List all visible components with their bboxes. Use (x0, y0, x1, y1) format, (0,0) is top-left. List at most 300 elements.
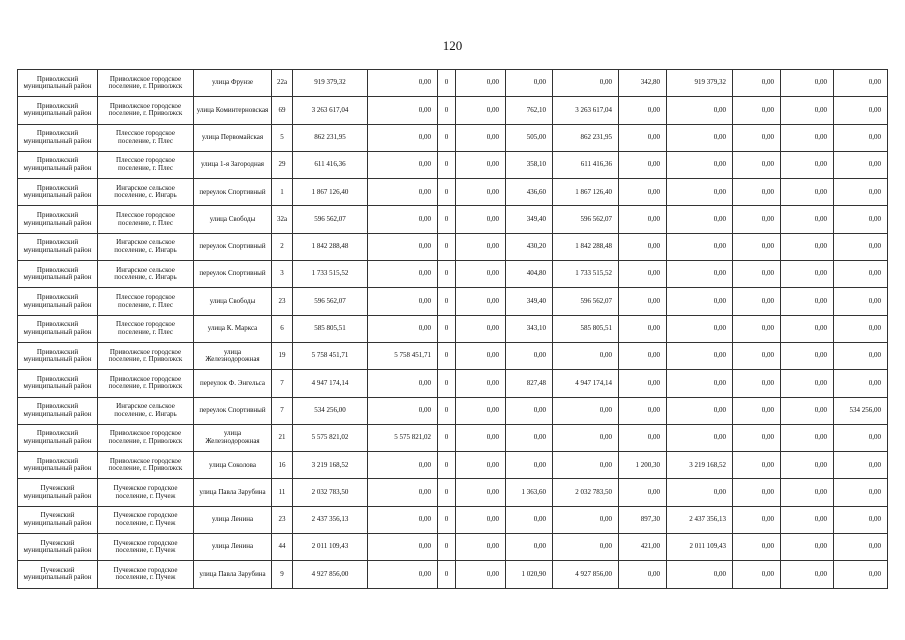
cell-cost-col-10: 0,00 (781, 424, 834, 451)
cell-cost-col-8: 0,00 (667, 370, 733, 397)
cell-settlement: Ингарское сельское поселение, с. Ингарь (98, 397, 194, 424)
cell-settlement: Ингарское сельское поселение, с. Ингарь (98, 261, 194, 288)
cell-cost-col-2: 0,00 (368, 233, 438, 260)
cell-cost-col-10: 0,00 (781, 97, 834, 124)
cell-settlement: Приволжское городское поселение, г. Приволжск (98, 342, 194, 369)
cell-cost-col-2: 0,00 (368, 506, 438, 533)
cell-total-cost: 919 379,32 (293, 70, 368, 97)
cell-cost-col-8: 0,00 (667, 151, 733, 178)
cell-cost-col-9: 0,00 (733, 288, 781, 315)
cell-cost-col-11: 0,00 (834, 124, 888, 151)
cell-cost-col-10: 0,00 (781, 233, 834, 260)
cell-cost-col-2: 0,00 (368, 397, 438, 424)
cell-cost-col-10: 0,00 (781, 534, 834, 561)
cell-cost-col-2: 5 575 821,02 (368, 424, 438, 451)
cell-cost-col-6: 0,00 (553, 342, 619, 369)
cell-area-col-2: 0,00 (619, 424, 667, 451)
cell-cost-col-10: 0,00 (781, 397, 834, 424)
cell-house: 7 (272, 397, 293, 424)
cell-street: улица Железнодорожная (194, 342, 272, 369)
cell-cost-col-2: 0,00 (368, 70, 438, 97)
cell-cost-col-2: 0,00 (368, 534, 438, 561)
cell-area-col-2: 0,00 (619, 315, 667, 342)
cell-settlement: Плесское городское поселение, г. Плес (98, 206, 194, 233)
cell-total-cost: 2 437 356,13 (293, 506, 368, 533)
cell-cost-col-9: 0,00 (733, 97, 781, 124)
cell-cost-col-10: 0,00 (781, 288, 834, 315)
cell-total-cost: 4 947 174,14 (293, 370, 368, 397)
cell-area-col-2: 897,30 (619, 506, 667, 533)
cell-cost-col-9: 0,00 (733, 534, 781, 561)
cell-district: Приволжский муниципальный район (18, 397, 98, 424)
cell-cost-col-4: 0,00 (456, 452, 506, 479)
cell-street: переулок Спортивный (194, 233, 272, 260)
cell-house: 23 (272, 506, 293, 533)
cell-street: переулок Спортивный (194, 397, 272, 424)
cell-count-col: 0 (438, 124, 456, 151)
cell-area-col-1: 0,00 (506, 424, 553, 451)
cell-settlement: Приволжское городское поселение, г. Приволжск (98, 424, 194, 451)
cell-cost-col-8: 0,00 (667, 288, 733, 315)
table-row (18, 534, 888, 561)
cell-cost-col-4: 0,00 (456, 370, 506, 397)
cell-district: Приволжский муниципальный район (18, 370, 98, 397)
table-row (18, 452, 888, 479)
cell-district: Приволжский муниципальный район (18, 97, 98, 124)
cell-total-cost: 596 562,07 (293, 288, 368, 315)
cell-house: 3 (272, 261, 293, 288)
cell-street: улица Коминтерновская (194, 97, 272, 124)
cell-cost-col-6: 0,00 (553, 452, 619, 479)
cell-cost-col-8: 0,00 (667, 479, 733, 506)
cell-cost-col-4: 0,00 (456, 179, 506, 206)
table-body (18, 70, 888, 589)
cell-count-col: 0 (438, 97, 456, 124)
cell-cost-col-10: 0,00 (781, 179, 834, 206)
cell-area-col-2: 0,00 (619, 97, 667, 124)
table-row (18, 424, 888, 451)
cell-district: Приволжский муниципальный район (18, 179, 98, 206)
cell-cost-col-8: 0,00 (667, 124, 733, 151)
table-row (18, 288, 888, 315)
cell-house: 32а (272, 206, 293, 233)
cell-cost-col-8: 0,00 (667, 561, 733, 588)
cell-cost-col-11: 0,00 (834, 342, 888, 369)
cell-settlement: Приволжское городское поселение, г. Приволжск (98, 97, 194, 124)
cell-total-cost: 2 011 109,43 (293, 534, 368, 561)
table-row (18, 179, 888, 206)
table-row (18, 206, 888, 233)
cell-count-col: 0 (438, 342, 456, 369)
cell-area-col-1: 1 363,60 (506, 479, 553, 506)
cell-area-col-2: 0,00 (619, 261, 667, 288)
cell-cost-col-9: 0,00 (733, 370, 781, 397)
cell-area-col-2: 421,00 (619, 534, 667, 561)
cell-cost-col-6: 1 733 515,52 (553, 261, 619, 288)
cell-cost-col-8: 0,00 (667, 424, 733, 451)
cell-count-col: 0 (438, 70, 456, 97)
cell-count-col: 0 (438, 151, 456, 178)
cell-count-col: 0 (438, 288, 456, 315)
cell-cost-col-4: 0,00 (456, 288, 506, 315)
cell-cost-col-6: 1 842 288,48 (553, 233, 619, 260)
cell-cost-col-4: 0,00 (456, 151, 506, 178)
cell-cost-col-2: 0,00 (368, 479, 438, 506)
cell-total-cost: 5 575 821,02 (293, 424, 368, 451)
cell-street: переулок Спортивный (194, 261, 272, 288)
cell-cost-col-11: 0,00 (834, 534, 888, 561)
cell-cost-col-6: 4 927 856,00 (553, 561, 619, 588)
cell-cost-col-4: 0,00 (456, 97, 506, 124)
page-number: 120 (442, 38, 463, 53)
cell-total-cost: 596 562,07 (293, 206, 368, 233)
cell-cost-col-8: 0,00 (667, 315, 733, 342)
cell-cost-col-10: 0,00 (781, 506, 834, 533)
cell-cost-col-6: 0,00 (553, 506, 619, 533)
cell-settlement: Приволжское городское поселение, г. Приволжск (98, 452, 194, 479)
cell-cost-col-4: 0,00 (456, 561, 506, 588)
cell-settlement: Плесское городское поселение, г. Плес (98, 151, 194, 178)
cell-area-col-2: 0,00 (619, 206, 667, 233)
cell-cost-col-9: 0,00 (733, 315, 781, 342)
table-row (18, 151, 888, 178)
cell-cost-col-4: 0,00 (456, 342, 506, 369)
cell-cost-col-10: 0,00 (781, 561, 834, 588)
cell-cost-col-11: 0,00 (834, 506, 888, 533)
cell-area-col-2: 0,00 (619, 342, 667, 369)
cell-district: Пучежский муниципальный район (18, 534, 98, 561)
cell-cost-col-2: 5 758 451,71 (368, 342, 438, 369)
cell-settlement: Пучежское городское поселение, г. Пучеж (98, 479, 194, 506)
cell-total-cost: 585 805,51 (293, 315, 368, 342)
cell-count-col: 0 (438, 534, 456, 561)
cell-cost-col-8: 0,00 (667, 342, 733, 369)
cell-cost-col-11: 0,00 (834, 370, 888, 397)
cell-cost-col-4: 0,00 (456, 506, 506, 533)
cell-district: Приволжский муниципальный район (18, 124, 98, 151)
cell-cost-col-2: 0,00 (368, 97, 438, 124)
cell-district: Приволжский муниципальный район (18, 424, 98, 451)
cell-street: улица К. Маркса (194, 315, 272, 342)
cell-total-cost: 611 416,36 (293, 151, 368, 178)
cell-area-col-1: 1 020,90 (506, 561, 553, 588)
cell-settlement: Пучежское городское поселение, г. Пучеж (98, 561, 194, 588)
cell-cost-col-4: 0,00 (456, 70, 506, 97)
cell-district: Пучежский муниципальный район (18, 561, 98, 588)
cell-cost-col-9: 0,00 (733, 261, 781, 288)
cell-cost-col-10: 0,00 (781, 261, 834, 288)
cell-cost-col-9: 0,00 (733, 397, 781, 424)
cell-cost-col-8: 0,00 (667, 179, 733, 206)
cell-house: 2 (272, 233, 293, 260)
cell-cost-col-6: 0,00 (553, 424, 619, 451)
cell-street: улица Фрунзе (194, 70, 272, 97)
cell-cost-col-8: 0,00 (667, 206, 733, 233)
cell-area-col-2: 0,00 (619, 479, 667, 506)
cell-cost-col-6: 0,00 (553, 397, 619, 424)
table-row (18, 370, 888, 397)
cell-cost-col-9: 0,00 (733, 452, 781, 479)
cell-area-col-2: 0,00 (619, 124, 667, 151)
cell-cost-col-9: 0,00 (733, 342, 781, 369)
cell-count-col: 0 (438, 261, 456, 288)
cell-cost-col-9: 0,00 (733, 151, 781, 178)
table-row (18, 70, 888, 97)
cell-cost-col-11: 0,00 (834, 179, 888, 206)
cell-total-cost: 4 927 856,00 (293, 561, 368, 588)
cell-street: улица Павла Зарубина (194, 479, 272, 506)
cell-cost-col-6: 4 947 174,14 (553, 370, 619, 397)
table-row (18, 124, 888, 151)
cell-area-col-1: 343,10 (506, 315, 553, 342)
cell-district: Приволжский муниципальный район (18, 288, 98, 315)
cell-settlement: Ингарское сельское поселение, с. Ингарь (98, 233, 194, 260)
cell-settlement: Пучежское городское поселение, г. Пучеж (98, 534, 194, 561)
cell-cost-col-6: 596 562,07 (553, 206, 619, 233)
cell-cost-col-11: 0,00 (834, 70, 888, 97)
cell-house: 29 (272, 151, 293, 178)
cell-district: Приволжский муниципальный район (18, 206, 98, 233)
cell-settlement: Приволжское городское поселение, г. Приволжск (98, 70, 194, 97)
cell-cost-col-10: 0,00 (781, 370, 834, 397)
cell-cost-col-2: 0,00 (368, 315, 438, 342)
cell-cost-col-9: 0,00 (733, 233, 781, 260)
cell-cost-col-10: 0,00 (781, 315, 834, 342)
cell-area-col-2: 0,00 (619, 397, 667, 424)
cell-area-col-1: 0,00 (506, 70, 553, 97)
cell-street: улица Железнодорожная (194, 424, 272, 451)
cell-cost-col-11: 0,00 (834, 206, 888, 233)
cell-settlement: Плесское городское поселение, г. Плес (98, 288, 194, 315)
cell-area-col-1: 430,20 (506, 233, 553, 260)
cell-cost-col-2: 0,00 (368, 206, 438, 233)
cell-district: Приволжский муниципальный район (18, 151, 98, 178)
cell-cost-col-2: 0,00 (368, 261, 438, 288)
table-row (18, 315, 888, 342)
cell-house: 23 (272, 288, 293, 315)
cell-district: Приволжский муниципальный район (18, 342, 98, 369)
cell-street: улица 1-я Загородная (194, 151, 272, 178)
cell-cost-col-4: 0,00 (456, 315, 506, 342)
cell-cost-col-2: 0,00 (368, 288, 438, 315)
cell-cost-col-4: 0,00 (456, 206, 506, 233)
cell-cost-col-6: 0,00 (553, 534, 619, 561)
cell-district: Пучежский муниципальный район (18, 506, 98, 533)
cell-cost-col-8: 2 011 109,43 (667, 534, 733, 561)
cell-total-cost: 1 867 126,40 (293, 179, 368, 206)
cell-cost-col-11: 0,00 (834, 561, 888, 588)
cell-area-col-2: 0,00 (619, 233, 667, 260)
cell-street: улица Свободы (194, 288, 272, 315)
cell-area-col-1: 0,00 (506, 342, 553, 369)
cell-area-col-1: 827,48 (506, 370, 553, 397)
cell-cost-col-11: 0,00 (834, 315, 888, 342)
cell-settlement: Приволжское городское поселение, г. Приволжск (98, 370, 194, 397)
cell-street: улица Ленина (194, 506, 272, 533)
cell-area-col-1: 349,40 (506, 288, 553, 315)
cell-cost-col-6: 862 231,95 (553, 124, 619, 151)
cell-cost-col-8: 3 219 168,52 (667, 452, 733, 479)
cell-district: Приволжский муниципальный район (18, 452, 98, 479)
cell-cost-col-2: 0,00 (368, 124, 438, 151)
cell-area-col-1: 349,40 (506, 206, 553, 233)
cell-house: 19 (272, 342, 293, 369)
cell-cost-col-2: 0,00 (368, 452, 438, 479)
cell-street: улица Ленина (194, 534, 272, 561)
cell-street: переулок Спортивный (194, 179, 272, 206)
cell-area-col-1: 0,00 (506, 397, 553, 424)
cell-cost-col-9: 0,00 (733, 561, 781, 588)
cell-cost-col-4: 0,00 (456, 534, 506, 561)
table-row (18, 233, 888, 260)
cell-cost-col-8: 2 437 356,13 (667, 506, 733, 533)
cell-cost-col-4: 0,00 (456, 479, 506, 506)
cell-total-cost: 862 231,95 (293, 124, 368, 151)
cell-cost-col-10: 0,00 (781, 206, 834, 233)
cell-count-col: 0 (438, 561, 456, 588)
cell-cost-col-6: 1 867 126,40 (553, 179, 619, 206)
cell-cost-col-6: 611 416,36 (553, 151, 619, 178)
cell-cost-col-9: 0,00 (733, 124, 781, 151)
cell-cost-col-4: 0,00 (456, 424, 506, 451)
cell-settlement: Плесское городское поселение, г. Плес (98, 315, 194, 342)
cell-house: 69 (272, 97, 293, 124)
cell-cost-col-2: 0,00 (368, 561, 438, 588)
cell-total-cost: 1 733 515,52 (293, 261, 368, 288)
cell-cost-col-2: 0,00 (368, 179, 438, 206)
cell-count-col: 0 (438, 206, 456, 233)
cell-cost-col-11: 0,00 (834, 261, 888, 288)
cell-cost-col-8: 0,00 (667, 397, 733, 424)
cell-cost-col-8: 0,00 (667, 97, 733, 124)
cell-area-col-2: 0,00 (619, 561, 667, 588)
cell-district: Приволжский муниципальный район (18, 70, 98, 97)
table-row (18, 506, 888, 533)
cell-total-cost: 5 758 451,71 (293, 342, 368, 369)
cell-cost-col-9: 0,00 (733, 179, 781, 206)
cell-cost-col-11: 0,00 (834, 288, 888, 315)
cell-cost-col-4: 0,00 (456, 261, 506, 288)
cell-house: 22а (272, 70, 293, 97)
cell-house: 5 (272, 124, 293, 151)
cell-cost-col-2: 0,00 (368, 151, 438, 178)
cell-cost-col-2: 0,00 (368, 370, 438, 397)
cell-cost-col-8: 919 379,32 (667, 70, 733, 97)
cell-count-col: 0 (438, 452, 456, 479)
cell-area-col-2: 0,00 (619, 370, 667, 397)
cell-street: улица Первомайская (194, 124, 272, 151)
cell-cost-col-11: 0,00 (834, 452, 888, 479)
cell-cost-col-10: 0,00 (781, 452, 834, 479)
table-row (18, 479, 888, 506)
cell-cost-col-8: 0,00 (667, 233, 733, 260)
table-row (18, 397, 888, 424)
cell-area-col-2: 342,80 (619, 70, 667, 97)
cell-total-cost: 3 219 168,52 (293, 452, 368, 479)
cell-area-col-1: 404,80 (506, 261, 553, 288)
cell-cost-col-6: 596 562,07 (553, 288, 619, 315)
cell-cost-col-4: 0,00 (456, 233, 506, 260)
cell-area-col-2: 0,00 (619, 288, 667, 315)
cell-area-col-1: 436,60 (506, 179, 553, 206)
table-row (18, 97, 888, 124)
cell-cost-col-6: 585 805,51 (553, 315, 619, 342)
cell-count-col: 0 (438, 179, 456, 206)
cell-street: переулок Ф. Энгельса (194, 370, 272, 397)
cell-area-col-2: 1 200,30 (619, 452, 667, 479)
cell-house: 7 (272, 370, 293, 397)
cell-cost-col-11: 0,00 (834, 424, 888, 451)
cell-count-col: 0 (438, 424, 456, 451)
cell-street: улица Соколова (194, 452, 272, 479)
cell-cost-col-11: 0,00 (834, 479, 888, 506)
cell-total-cost: 2 032 783,50 (293, 479, 368, 506)
cell-count-col: 0 (438, 315, 456, 342)
cell-cost-col-11: 534 256,00 (834, 397, 888, 424)
cell-cost-col-9: 0,00 (733, 506, 781, 533)
cell-cost-col-10: 0,00 (781, 342, 834, 369)
cell-district: Пучежский муниципальный район (18, 479, 98, 506)
cell-area-col-1: 762,10 (506, 97, 553, 124)
cell-area-col-1: 0,00 (506, 506, 553, 533)
cell-house: 21 (272, 424, 293, 451)
cell-house: 9 (272, 561, 293, 588)
cell-district: Приволжский муниципальный район (18, 261, 98, 288)
cell-cost-col-8: 0,00 (667, 261, 733, 288)
cell-cost-col-6: 3 263 617,04 (553, 97, 619, 124)
table-row (18, 261, 888, 288)
cell-cost-col-6: 2 032 783,50 (553, 479, 619, 506)
cell-cost-col-11: 0,00 (834, 233, 888, 260)
cell-settlement: Пучежское городское поселение, г. Пучеж (98, 506, 194, 533)
cell-cost-col-4: 0,00 (456, 397, 506, 424)
cell-cost-col-10: 0,00 (781, 124, 834, 151)
cell-area-col-1: 358,10 (506, 151, 553, 178)
cell-cost-col-10: 0,00 (781, 70, 834, 97)
cell-cost-col-4: 0,00 (456, 124, 506, 151)
cell-count-col: 0 (438, 506, 456, 533)
cell-house: 11 (272, 479, 293, 506)
cell-district: Приволжский муниципальный район (18, 315, 98, 342)
cell-settlement: Плесское городское поселение, г. Плес (98, 124, 194, 151)
cell-area-col-1: 0,00 (506, 534, 553, 561)
cell-district: Приволжский муниципальный район (18, 233, 98, 260)
cell-count-col: 0 (438, 370, 456, 397)
cell-area-col-2: 0,00 (619, 151, 667, 178)
cell-total-cost: 534 256,00 (293, 397, 368, 424)
cell-settlement: Ингарское сельское поселение, с. Ингарь (98, 179, 194, 206)
cell-total-cost: 1 842 288,48 (293, 233, 368, 260)
cell-total-cost: 3 263 617,04 (293, 97, 368, 124)
cell-cost-col-9: 0,00 (733, 70, 781, 97)
cell-house: 1 (272, 179, 293, 206)
table-row (18, 561, 888, 588)
cell-cost-col-6: 0,00 (553, 70, 619, 97)
cell-cost-col-9: 0,00 (733, 424, 781, 451)
cell-cost-col-9: 0,00 (733, 206, 781, 233)
cell-house: 6 (272, 315, 293, 342)
cell-count-col: 0 (438, 233, 456, 260)
cell-cost-col-10: 0,00 (781, 151, 834, 178)
cell-house: 44 (272, 534, 293, 561)
cell-area-col-1: 0,00 (506, 452, 553, 479)
cell-area-col-2: 0,00 (619, 179, 667, 206)
cell-cost-col-11: 0,00 (834, 151, 888, 178)
cell-street: улица Свободы (194, 206, 272, 233)
cell-cost-col-11: 0,00 (834, 97, 888, 124)
cell-house: 16 (272, 452, 293, 479)
cell-cost-col-10: 0,00 (781, 479, 834, 506)
